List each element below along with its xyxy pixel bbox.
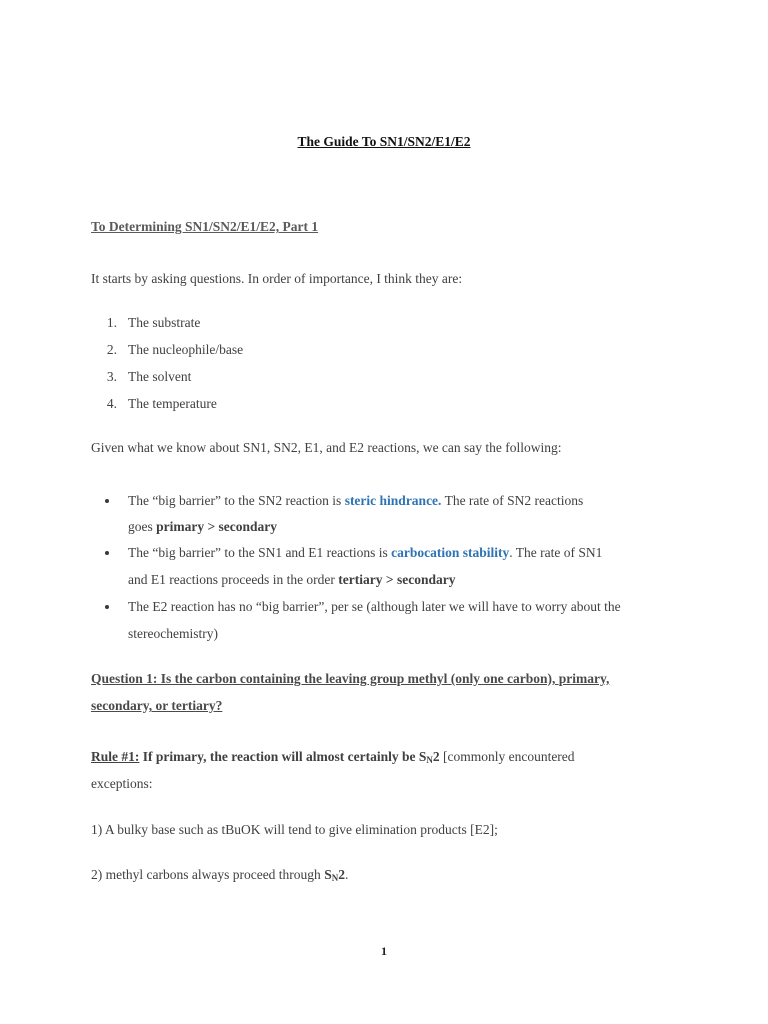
bullet-text: The “big barrier” to the SN2 reaction is: [128, 493, 345, 508]
bullet-text: goes: [128, 519, 157, 534]
list-number: 4.: [106, 396, 117, 411]
rule-statement-end: 2: [432, 749, 440, 764]
rule-line: exceptions:: [91, 776, 153, 791]
list-number: 3.: [106, 369, 117, 384]
bullet-text: and E1 reactions proceeds in the order: [128, 572, 339, 587]
rule-statement: If primary, the reaction will almost certainly be S: [139, 749, 427, 764]
bullet-line: The E2 reaction has no “big barrier”, per se (although later we will have to worry about the: [128, 599, 621, 614]
exception-item: 1) A bulky base such as tBuOK will tend to give elimination products [E2];: [91, 822, 498, 837]
bullet-line: [128, 571, 455, 589]
bullet-line: [128, 492, 583, 510]
question-line: secondary, or tertiary?: [91, 698, 223, 713]
exception-item: [91, 866, 348, 884]
list-number: 2.: [106, 342, 117, 357]
bullet-line: [128, 518, 277, 536]
list-item-text: The nucleophile/base: [128, 342, 244, 357]
highlight-term: steric hindrance.: [344, 493, 442, 508]
subscript: N: [426, 755, 433, 765]
question-line: Question 1: Is the carbon containing the leaving group methyl (only one carbon), primary,: [91, 671, 610, 686]
bullet-text: . The rate of SN1: [509, 545, 603, 560]
list-item-text: The temperature: [128, 396, 217, 411]
summary-paragraph: Given what we know about SN1, SN2, E1, and E2 reactions, we can say the following:: [91, 440, 562, 455]
rule-line: [91, 748, 575, 766]
bullet-line: stereochemistry): [128, 626, 218, 641]
highlight-term: carbocation stability: [391, 545, 510, 560]
list-item-text: The solvent: [128, 369, 192, 384]
bullet-marker-icon: [105, 551, 109, 555]
page-number: 1: [381, 944, 387, 958]
list-item-text: The substrate: [128, 315, 201, 330]
exception-tail: .: [344, 867, 349, 882]
mechanism-number: 2: [338, 867, 345, 882]
rule-label: Rule #1:: [91, 749, 140, 764]
rate-order: tertiary > secondary: [338, 572, 456, 587]
subscript: N: [331, 873, 339, 883]
mechanism-s: S: [324, 867, 332, 882]
bullet-text: The rate of SN2 reactions: [441, 493, 584, 508]
list-number: 1.: [106, 315, 117, 330]
bullet-marker-icon: [105, 605, 109, 609]
exception-text: 2) methyl carbons always proceed through: [91, 867, 325, 882]
rate-order: primary > secondary: [156, 519, 278, 534]
section-heading: To Determining SN1/SN2/E1/E2, Part 1: [91, 219, 319, 234]
rule-text: [commonly encountered: [439, 749, 575, 764]
intro-paragraph: It starts by asking questions. In order of importance, I think they are:: [91, 271, 463, 286]
document-title: The Guide To SN1/SN2/E1/E2: [297, 134, 471, 149]
bullet-line: [128, 544, 602, 562]
bullet-marker-icon: [105, 499, 109, 503]
bullet-text: The “big barrier” to the SN1 and E1 reactions is: [128, 545, 392, 560]
